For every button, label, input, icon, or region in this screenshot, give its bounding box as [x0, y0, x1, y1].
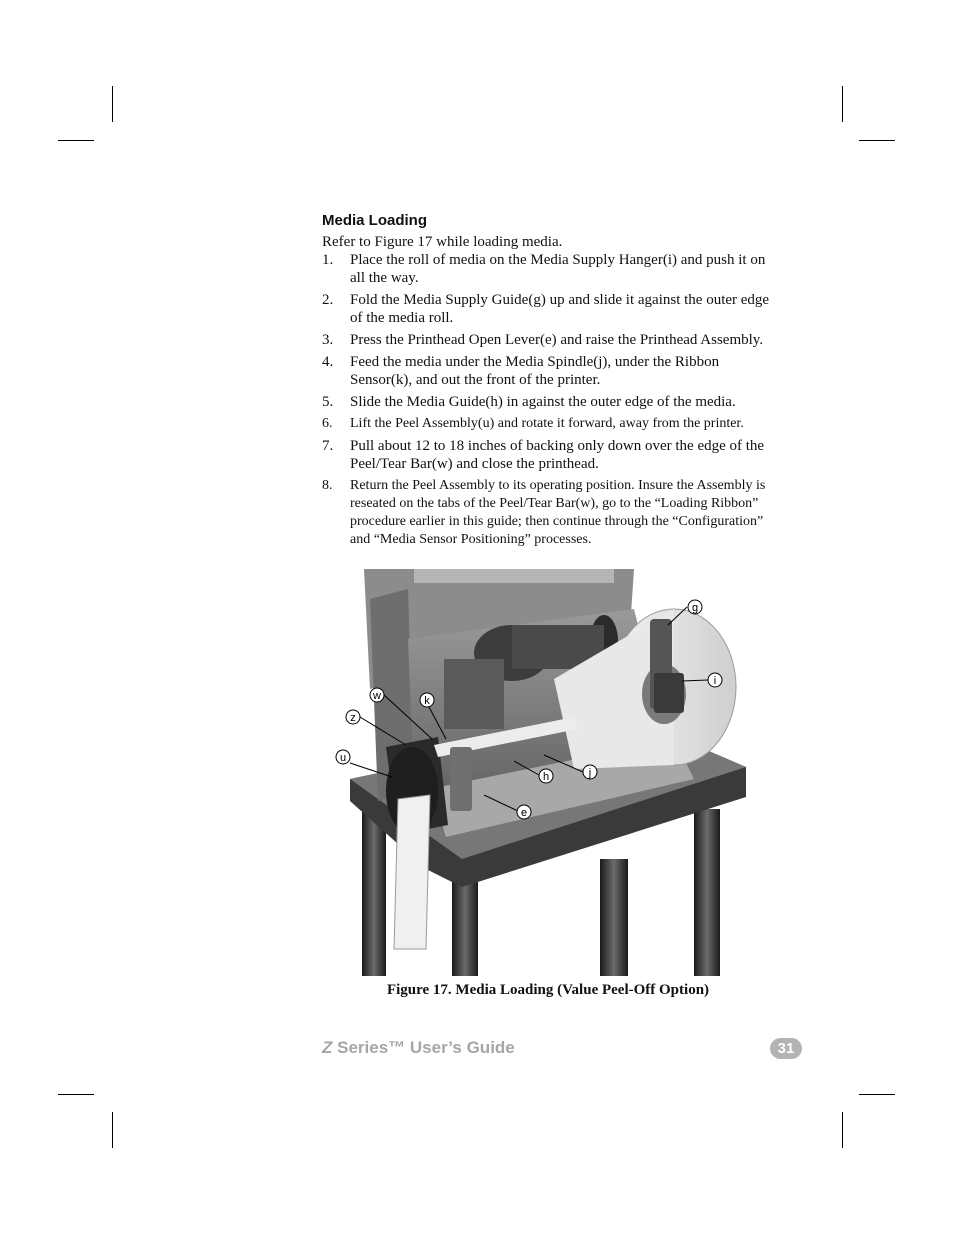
figure-caption: Figure 17. Media Loading (Value Peel-Off Option)	[386, 982, 710, 998]
crop-mark-bottom-right-vertical	[842, 1112, 843, 1148]
crop-mark-top-left-vertical	[112, 86, 113, 122]
step-text: Return the Peel Assembly to its operating position. Insure the Assembly is reseated on the tabs of the Peel/Tear Bar(w), go to the “Loading Ribbon” procedure earlier in this guide; then continue through the “Configuration” and “Media Sensor Positioning” processes.	[350, 478, 766, 547]
printhead-open-lever	[450, 747, 472, 811]
step-number: 4.	[322, 354, 334, 370]
callout-g	[688, 600, 702, 614]
step-text: Pull about 12 to 18 inches of backing only down over the edge of the Peel/Tear Bar(w) and close the printhead.	[350, 438, 765, 472]
svg-text:z: z	[350, 712, 356, 724]
step-number: 8.	[322, 478, 333, 493]
callout-e	[517, 805, 531, 819]
step-text: Press the Printhead Open Lever(e) and raise the Printhead Assembly.	[350, 332, 764, 348]
step-number: 6.	[322, 416, 333, 431]
step-text: Lift the Peel Assembly(u) and rotate it forward, away from the printer.	[350, 416, 744, 431]
crop-mark-bottom-right-horizontal	[859, 1094, 895, 1095]
footer-title	[322, 1038, 515, 1058]
crop-mark-top-right-horizontal	[859, 140, 895, 141]
step-item	[322, 415, 774, 433]
section-heading: Media Loading	[322, 212, 427, 229]
svg-text:u: u	[339, 752, 347, 764]
media-backing	[394, 795, 430, 949]
step-text: Place the roll of media on the Media Supply Hanger(i) and push it on all the way.	[350, 252, 766, 286]
callout-z	[346, 710, 360, 724]
callout-u	[336, 750, 350, 764]
step-item	[322, 251, 774, 287]
step-text: Fold the Media Supply Guide(g) up and slide it against the outer edge of the media roll.	[350, 292, 770, 326]
step-number: 3.	[322, 332, 334, 348]
media-supply-hanger	[654, 673, 684, 713]
callout-w	[370, 688, 384, 702]
step-text: Slide the Media Guide(h) in against the outer edge of the media.	[350, 394, 736, 410]
printer-media-loading-figure	[334, 569, 760, 976]
table-leg	[694, 809, 720, 976]
footer-title-prefix: Z	[322, 1038, 333, 1057]
crop-mark-top-right-vertical	[842, 86, 843, 122]
crop-mark-bottom-left-horizontal	[58, 1094, 94, 1095]
crop-mark-bottom-left-vertical	[112, 1112, 113, 1148]
step-number: 1.	[322, 252, 334, 268]
printer-illustration	[334, 569, 760, 976]
step-number: 7.	[322, 438, 334, 454]
step-item	[322, 291, 774, 327]
svg-text:e: e	[520, 807, 528, 819]
step-number: 2.	[322, 292, 334, 308]
step-number: 5.	[322, 394, 334, 410]
cover-window	[414, 569, 614, 583]
step-item	[322, 393, 774, 411]
callout-i	[708, 673, 722, 687]
steps-list	[322, 251, 774, 553]
svg-text:h: h	[542, 771, 550, 783]
footer-title-rest: Series™ User’s Guide	[332, 1038, 515, 1057]
svg-text:i: i	[713, 675, 717, 687]
step-text: Feed the media under the Media Spindle(j), under the Ribbon Sensor(k), and out the front of the printer.	[350, 354, 720, 388]
svg-text:j: j	[588, 767, 592, 779]
printhead-assembly	[444, 659, 504, 729]
crop-mark-top-left-horizontal	[58, 140, 94, 141]
callout-j	[583, 765, 597, 779]
table-leg	[600, 859, 628, 976]
step-item	[322, 477, 774, 549]
step-item	[322, 353, 774, 389]
callout-h	[539, 769, 553, 783]
page-number-badge: 31	[770, 1038, 802, 1059]
svg-text:k: k	[424, 695, 430, 707]
intro-text: Refer to Figure 17 while loading media.	[322, 234, 563, 250]
callout-k	[420, 693, 434, 707]
svg-text:g: g	[691, 602, 699, 614]
step-item	[322, 331, 774, 349]
step-item	[322, 437, 774, 473]
svg-text:w: w	[373, 690, 381, 702]
